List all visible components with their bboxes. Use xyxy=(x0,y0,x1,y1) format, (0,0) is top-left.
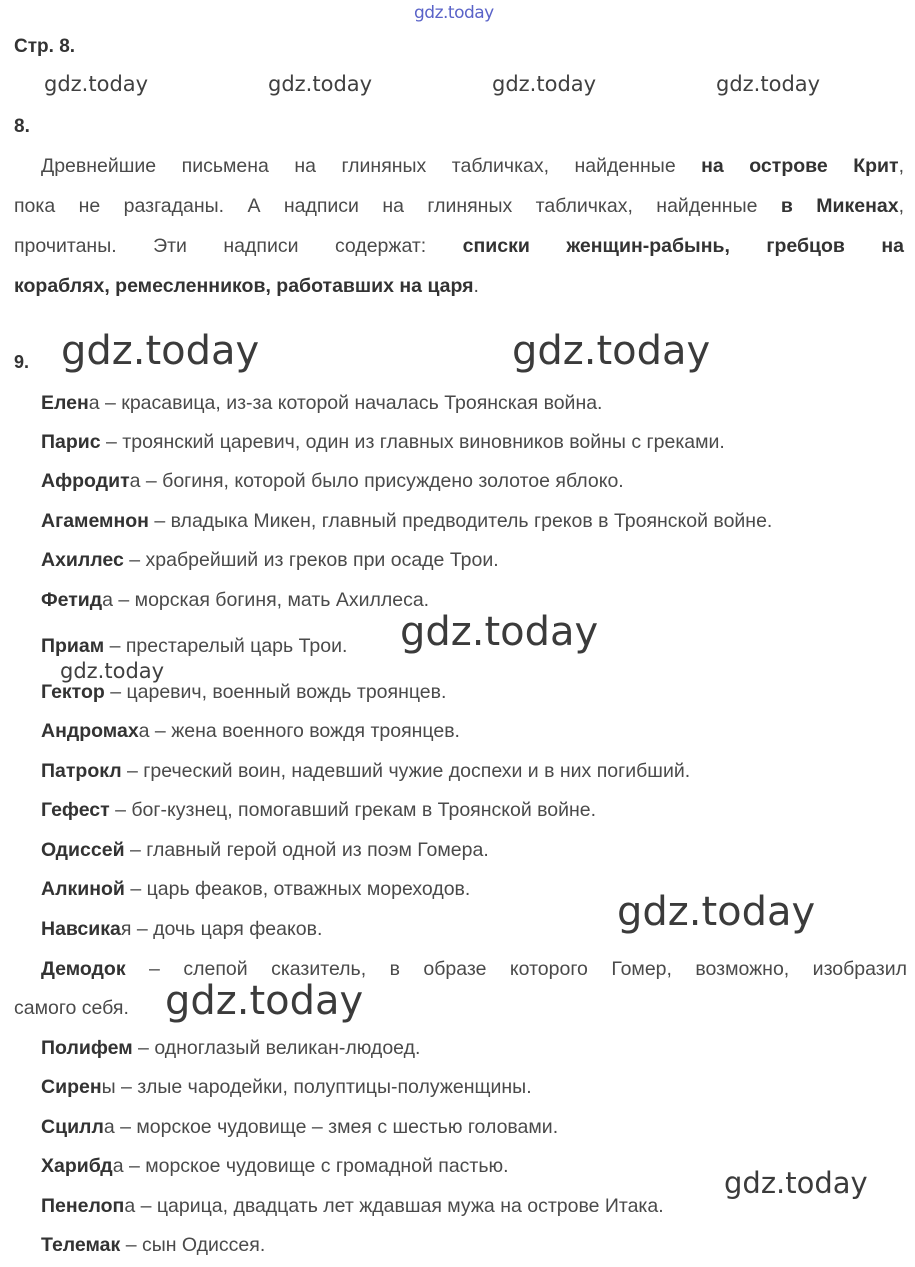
list-item: Пенелопа – царица, двадцать лет ждавшая мужа на острове Итака. xyxy=(41,1195,664,1217)
watermark: gdz.today xyxy=(724,1166,868,1200)
watermark: gdz.today xyxy=(44,72,149,96)
watermark: gdz.today xyxy=(61,328,260,374)
list-item: Демодок – слепой сказитель, в образе которого Гомер, возможно, изобразил самого себя. xyxy=(14,958,907,1019)
watermark: gdz.today xyxy=(60,659,165,683)
list-item: Сцилла – морское чудовище – змея с шестью головами. xyxy=(41,1116,559,1138)
list-item: Полифем – одноглазый великан-людоед. xyxy=(41,1037,421,1059)
list-item: Фетида – морская богиня, мать Ахиллеса. xyxy=(41,589,430,611)
list-item: Сирены – злые чародейки, полуптицы-полуженщины. xyxy=(41,1076,532,1098)
watermark: gdz.today xyxy=(492,72,597,96)
watermark: gdz.today xyxy=(617,889,816,935)
task8-paragraph xyxy=(14,146,904,306)
list-item: Харибда – морское чудовище с громадной пастью. xyxy=(41,1155,509,1177)
list-item: Афродита – богиня, которой было присуждено золотое яблоко. xyxy=(41,470,624,492)
watermark: gdz.today xyxy=(400,609,599,655)
list-item: Гефест – бог-кузнец, помогавший грекам в Троянской войне. xyxy=(41,799,597,821)
paragraph-line: пока не разгаданы. А надписи на глиняных табличках, найденные в Микенах, xyxy=(14,195,904,217)
list-item: Навсикая – дочь царя феаков. xyxy=(41,918,323,940)
list-item: Патрокл – греческий воин, надевший чужие доспехи и в них погибший. xyxy=(41,760,691,782)
list-item: Парис – троянский царевич, один из главных виновников войны с греками. xyxy=(41,431,725,453)
paragraph-line: кораблях, ремесленников, работавших на царя. xyxy=(14,275,479,297)
list-item: Алкиной – царь феаков, отважных мореходов. xyxy=(41,878,471,900)
watermark: gdz.today xyxy=(165,978,364,1024)
list-item: Андромаха – жена военного вождя троянцев. xyxy=(41,720,460,742)
watermark: gdz.today xyxy=(716,72,821,96)
list-item: Телемак – сын Одиссея. xyxy=(41,1234,266,1256)
task9-number: 9. xyxy=(14,352,30,372)
list-item: Одиссей – главный герой одной из поэм Гомера. xyxy=(41,839,489,861)
watermark: gdz.today xyxy=(512,328,711,374)
list-item: Ахиллес – храбрейший из греков при осаде Трои. xyxy=(41,549,499,571)
task8-number: 8. xyxy=(14,116,30,137)
page-label: Стр. 8. xyxy=(14,36,76,57)
list-item: Приам – престарелый царь Трои. xyxy=(41,635,348,657)
watermark: gdz.today xyxy=(268,72,373,96)
paragraph-line: Древнейшие письмена на глиняных табличках, найденные на острове Крит, xyxy=(41,155,904,177)
list-item: Елена – красавица, из-за которой началась Троянская война. xyxy=(41,392,603,414)
paragraph-line: прочитаны. Эти надписи содержат: списки женщин-рабынь, гребцов на xyxy=(14,235,904,257)
list-item: Гектор – царевич, военный вождь троянцев. xyxy=(41,681,447,703)
list-item: Агамемнон – владыка Микен, главный предводитель греков в Троянской войне. xyxy=(41,510,773,532)
watermark-top: gdz.today xyxy=(414,3,494,23)
